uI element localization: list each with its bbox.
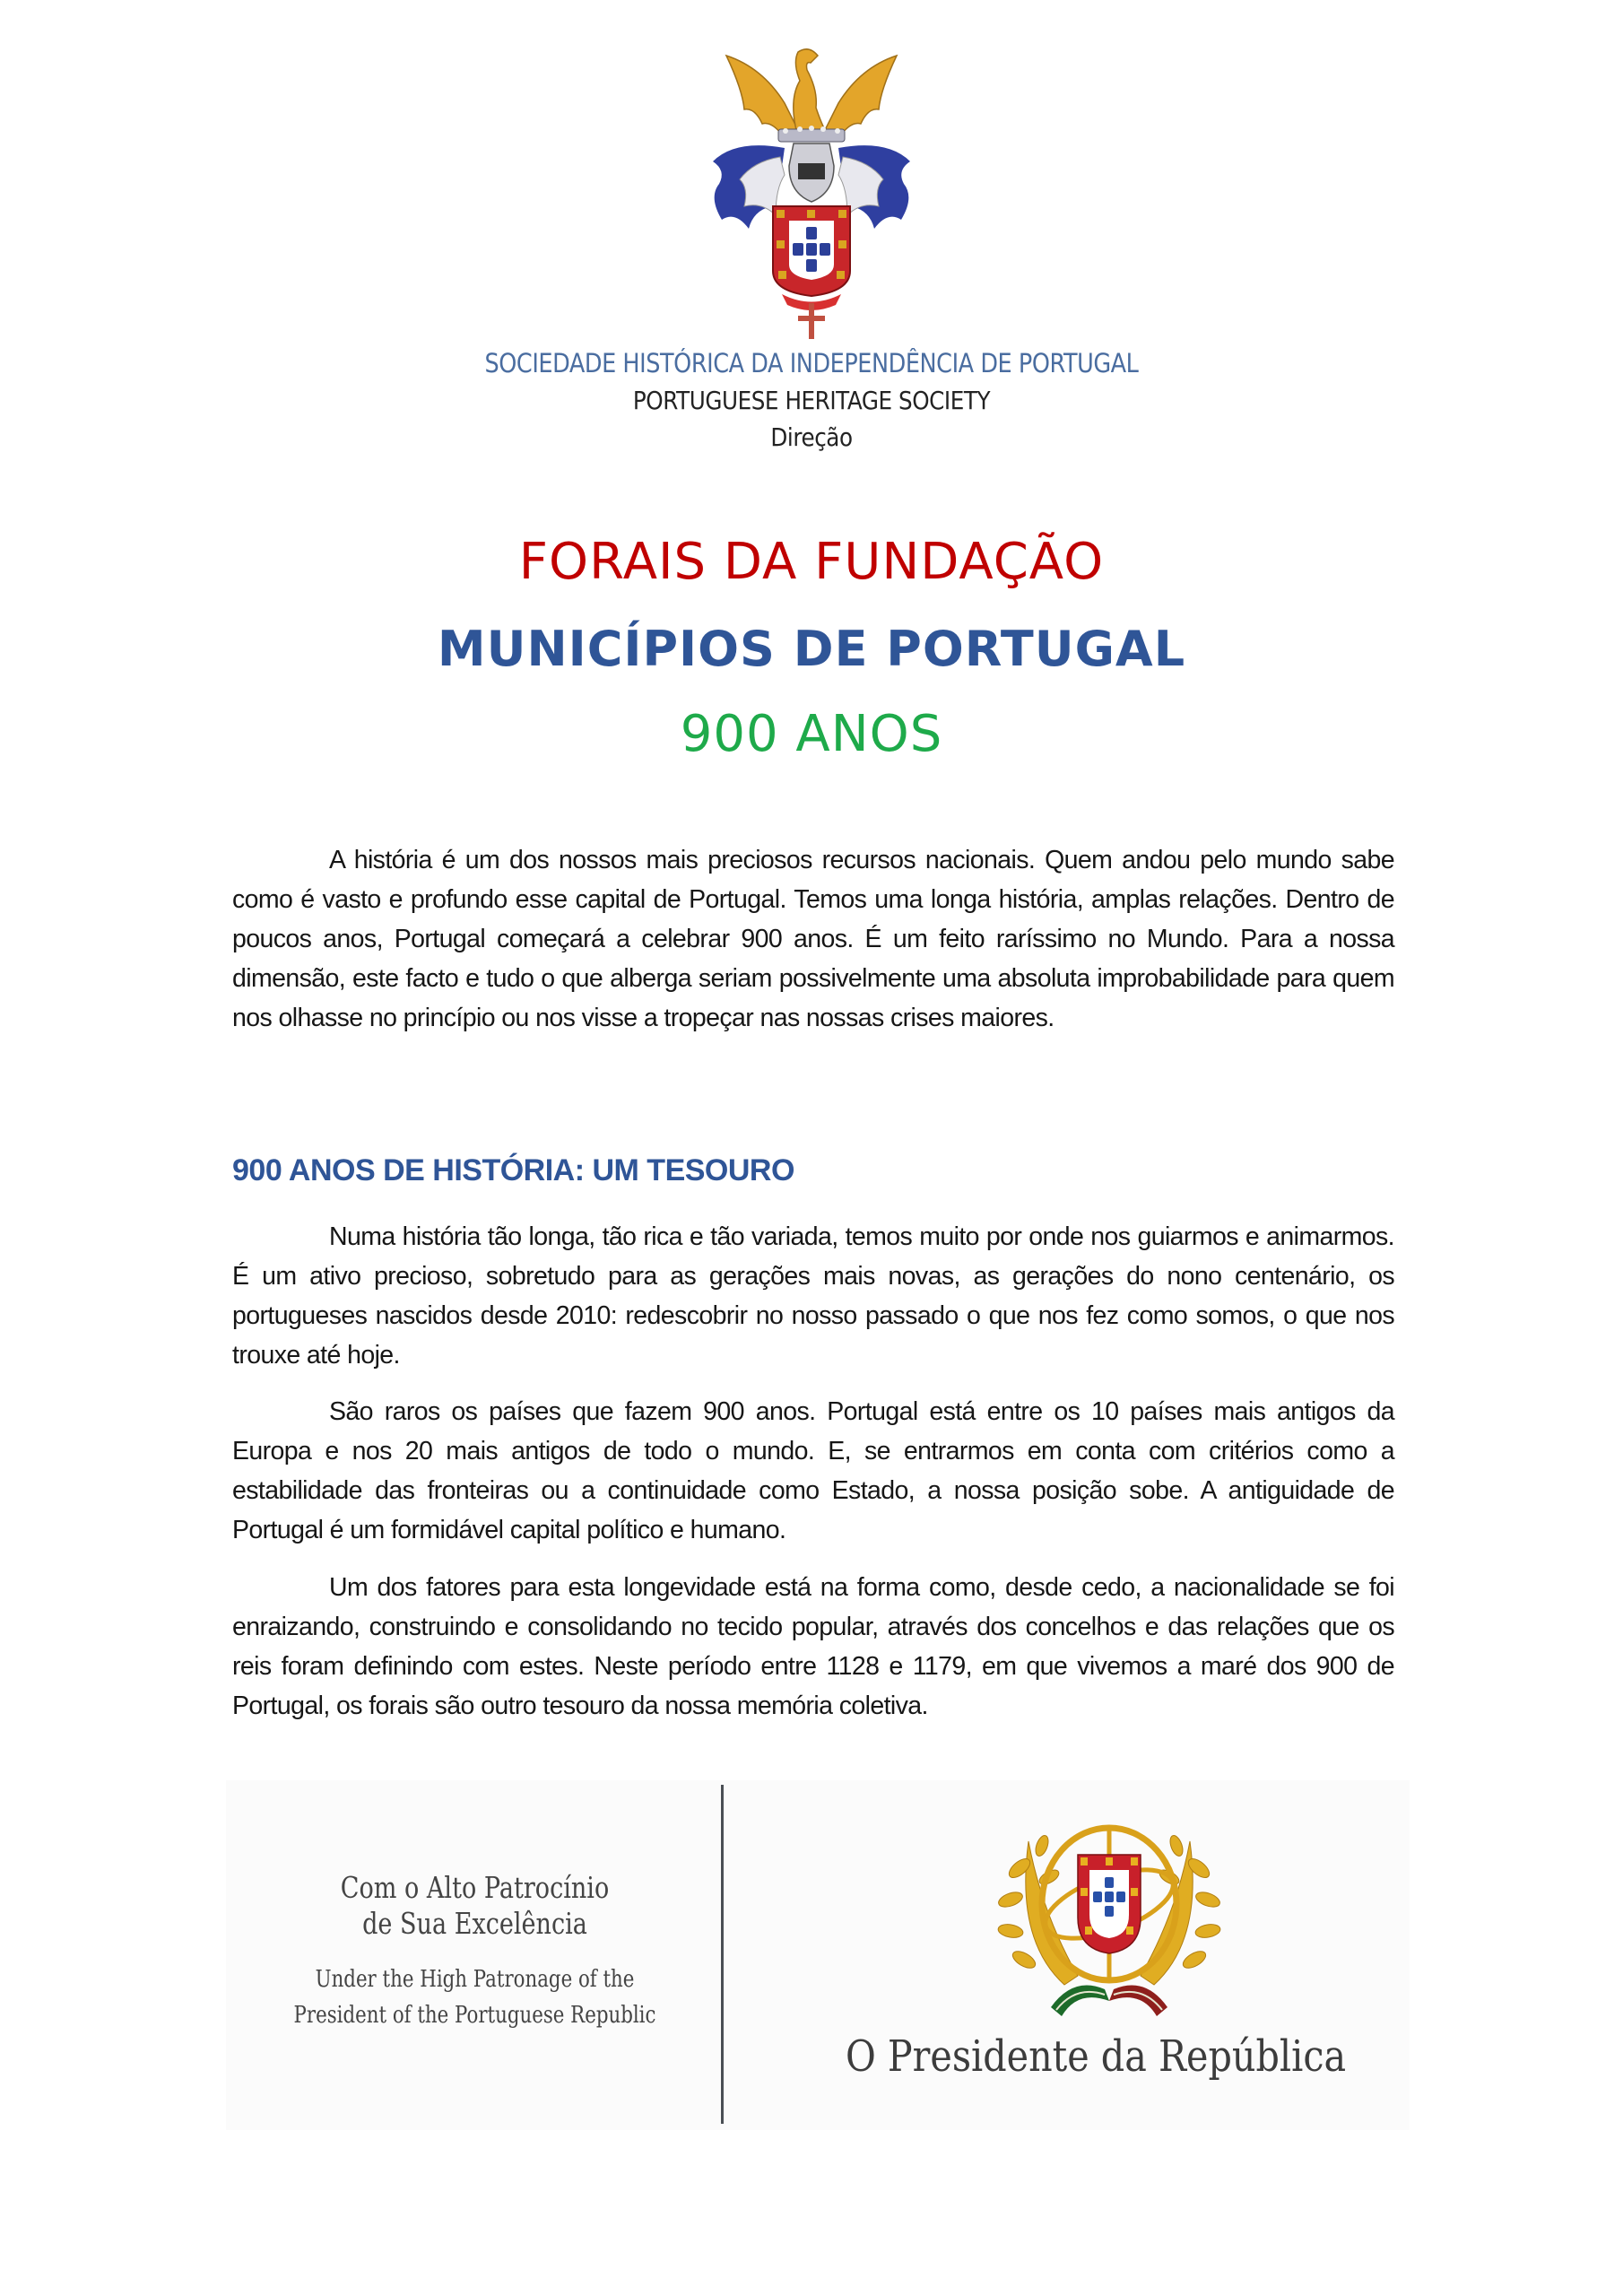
society-name-portuguese: SOCIEDADE HISTÓRICA DA INDEPENDÊNCIA DE PORTUGAL <box>484 348 1139 378</box>
patronage-en-line-1: Under the High Patronage of the <box>315 1966 635 1993</box>
vertical-divider <box>721 1785 724 2124</box>
section-paragraph-1: Numa história tão longa, tão rica e tão variada, temos muito por onde nos guiarmos e animarmos. É um ativo precioso, sobretudo para as gerações mais novas, as gerações do nono centenário, os portugueses nascidos desde 2010: redescobrir no nosso passado o que nos fez como somos, o que nos trouxe até hoje. <box>232 1222 1394 1370</box>
patronage-en-line-2: President of the Portuguese Republic <box>293 2002 656 2029</box>
section-paragraph-2: São raros os países que fazem 900 anos. Portugal está entre os 10 países mais antigos da Europa e nos 20 mais antigos de todo o mundo. E, se entrarmos em conta com critérios como a estabilidade das fronteiras ou a continuidade como Estado, a nossa posição sobe. A antiguidade de Portugal é um formidável capital político e humano. <box>232 1397 1394 1544</box>
section-heading: 900 ANOS DE HISTÓRIA: UM TESOURO <box>232 1153 794 1187</box>
intro-paragraph: A história é um dos nossos mais preciosos recursos nacionais. Quem andou pelo mundo sabe como é vasto e profundo esse capital de Portugal. Temos uma longa história, amplas relações. Dentro de poucos anos, Portugal começará a celebrar 900 anos. É um feito raríssimo no Mundo. Para a nossa dimensão, este facto e tudo o que alberga seriam possivelmente uma absoluta improbabilidade para quem nos olhasse no princípio ou nos visse a tropeçar nas nossas crises maiores. <box>232 846 1394 1032</box>
society-coat-of-arms-icon <box>699 36 924 341</box>
society-department: Direção <box>770 422 853 452</box>
patronage-pt-line-1: Com o Alto Patrocínio <box>340 1870 610 1905</box>
title-900-anos: 900 ANOS <box>680 705 943 763</box>
title-forais-da-fundacao: FORAIS DA FUNDAÇÃO <box>518 533 1105 591</box>
title-municipios-de-portugal: MUNICÍPIOS DE PORTUGAL <box>437 621 1186 677</box>
presidential-emblem-icon <box>979 1805 1239 2025</box>
section-paragraph-3: Um dos fatores para esta longevidade está na forma como, desde cedo, a nacionalidade se foi enraizando, construindo e consolidando no tecido popular, através dos concelhos e das relações que os reis foram definindo com estes. Neste período entre 1128 e 1179, em que vivemos a maré dos 900 de Portugal, os forais são outro tesouro da nossa memória coletiva. <box>232 1573 1394 1720</box>
patronage-text-block <box>226 1780 724 2130</box>
president-title: O Presidente da República <box>845 2031 1347 2082</box>
patronage-pt-line-2: de Sua Excelência <box>362 1906 587 1941</box>
patronage-panel <box>226 1780 1410 2130</box>
society-name-english: PORTUGUESE HERITAGE SOCIETY <box>632 386 991 415</box>
